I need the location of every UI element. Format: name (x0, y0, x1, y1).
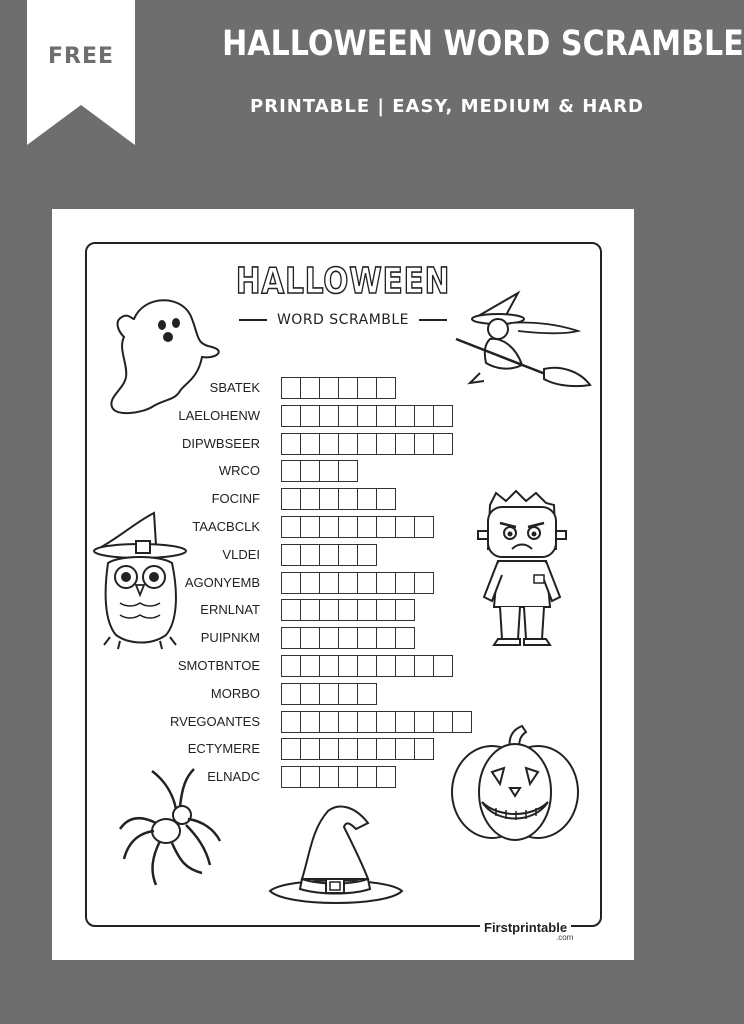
letter-box[interactable] (281, 572, 301, 594)
letter-box[interactable] (338, 516, 358, 538)
letter-box[interactable] (319, 711, 339, 733)
letter-box[interactable] (357, 711, 377, 733)
letter-box[interactable] (338, 711, 358, 733)
letter-box[interactable] (395, 711, 415, 733)
scramble-row (52, 460, 634, 482)
letter-box[interactable] (414, 738, 434, 760)
banner-subtitle: PRINTABLE | EASY, MEDIUM & HARD (250, 96, 644, 117)
letter-box[interactable] (281, 738, 301, 760)
brand-logo: Firstprintable (480, 920, 571, 935)
letter-box[interactable] (281, 433, 301, 455)
letter-box[interactable] (281, 488, 301, 510)
answer-boxes (281, 572, 433, 594)
answer-boxes (281, 655, 452, 677)
letter-box[interactable] (357, 488, 377, 510)
letter-box[interactable] (357, 738, 377, 760)
letter-box[interactable] (281, 516, 301, 538)
scramble-row (52, 683, 634, 705)
letter-box[interactable] (300, 377, 320, 399)
letter-box[interactable] (357, 572, 377, 594)
witch-icon (440, 283, 595, 403)
scrambled-word: DIPWBSEER (181, 435, 260, 451)
letter-box[interactable] (338, 544, 358, 566)
letter-box[interactable] (281, 405, 301, 427)
letter-box[interactable] (300, 655, 320, 677)
answer-boxes (281, 711, 471, 733)
witch-hat-icon (266, 803, 406, 915)
letter-box[interactable] (319, 683, 339, 705)
answer-boxes (281, 544, 376, 566)
letter-box[interactable] (300, 405, 320, 427)
answer-boxes (281, 627, 414, 649)
letter-box[interactable] (338, 460, 358, 482)
scrambled-word: ELNADC (207, 769, 260, 785)
letter-box[interactable] (376, 405, 396, 427)
letter-box[interactable] (319, 738, 339, 760)
answer-boxes (281, 460, 357, 482)
letter-box[interactable] (319, 377, 339, 399)
letter-box[interactable] (319, 766, 339, 788)
letter-box[interactable] (357, 405, 377, 427)
letter-box[interactable] (281, 683, 301, 705)
scrambled-word: AGONYEMB (184, 574, 260, 590)
letter-box[interactable] (395, 516, 415, 538)
letter-box[interactable] (414, 433, 434, 455)
letter-box[interactable] (376, 433, 396, 455)
scrambled-word: ERNLNAT (200, 602, 260, 618)
answer-boxes (281, 488, 395, 510)
answer-boxes (281, 738, 433, 760)
letter-box[interactable] (357, 433, 377, 455)
answer-boxes (281, 516, 433, 538)
letter-box[interactable] (357, 627, 377, 649)
letter-box[interactable] (338, 377, 358, 399)
letter-box[interactable] (281, 627, 301, 649)
letter-box[interactable] (319, 488, 339, 510)
scrambled-word: SMOTBNTOE (177, 658, 260, 673)
letter-box[interactable] (319, 544, 339, 566)
scrambled-word: RVEGOANTES (169, 713, 260, 729)
letter-box[interactable] (357, 544, 377, 566)
scrambled-word: SBATEK (209, 380, 260, 395)
divider-left (239, 319, 267, 321)
letter-box[interactable] (300, 516, 320, 538)
letter-box[interactable] (357, 377, 377, 399)
letter-box[interactable] (300, 711, 320, 733)
scramble-row (52, 655, 634, 677)
letter-box[interactable] (395, 738, 415, 760)
letter-box[interactable] (319, 627, 339, 649)
scrambled-word: PUIPNKM (200, 630, 260, 646)
letter-box[interactable] (395, 572, 415, 594)
letter-box[interactable] (300, 738, 320, 760)
answer-boxes (281, 599, 414, 621)
letter-box[interactable] (338, 683, 358, 705)
letter-box[interactable] (281, 599, 301, 621)
scrambled-word: MORBO (210, 685, 260, 701)
worksheet-subtitle: WORD SCRAMBLE (276, 312, 410, 328)
letter-box[interactable] (414, 711, 434, 733)
letter-box[interactable] (376, 377, 396, 399)
letter-box[interactable] (414, 405, 434, 427)
letter-box[interactable] (319, 405, 339, 427)
letter-box[interactable] (376, 655, 396, 677)
owl-icon (90, 511, 190, 651)
free-ribbon (27, 0, 135, 145)
banner-title: HALLOWEEN WORD SCRAMBLE (222, 24, 744, 64)
scrambled-word: WRCO (218, 463, 260, 479)
letter-box[interactable] (433, 405, 453, 427)
free-ribbon-label: FREE (47, 44, 115, 69)
letter-box[interactable] (338, 405, 358, 427)
frankenstein-icon (472, 489, 572, 649)
scrambled-word: FOCINF (211, 491, 260, 507)
letter-box[interactable] (338, 572, 358, 594)
letter-box[interactable] (338, 488, 358, 510)
letter-box[interactable] (281, 377, 301, 399)
letter-box[interactable] (376, 488, 396, 510)
letter-box[interactable] (338, 738, 358, 760)
letter-box[interactable] (338, 599, 358, 621)
letter-box[interactable] (395, 627, 415, 649)
letter-box[interactable] (376, 711, 396, 733)
letter-box[interactable] (433, 433, 453, 455)
letter-box[interactable] (414, 516, 434, 538)
letter-box[interactable] (357, 599, 377, 621)
letter-box[interactable] (414, 572, 434, 594)
scrambled-word: VLDEI (222, 546, 260, 562)
letter-box[interactable] (281, 460, 301, 482)
letter-box[interactable] (300, 488, 320, 510)
ghost-icon (104, 289, 224, 419)
letter-box[interactable] (319, 433, 339, 455)
letter-box[interactable] (300, 433, 320, 455)
letter-box[interactable] (357, 655, 377, 677)
letter-box[interactable] (319, 655, 339, 677)
letter-box[interactable] (376, 738, 396, 760)
answer-boxes (281, 766, 395, 788)
answer-boxes (281, 433, 452, 455)
letter-box[interactable] (281, 766, 301, 788)
letter-box[interactable] (433, 655, 453, 677)
letter-box[interactable] (395, 405, 415, 427)
letter-box[interactable] (300, 599, 320, 621)
letter-box[interactable] (338, 655, 358, 677)
answer-boxes (281, 683, 376, 705)
letter-box[interactable] (376, 627, 396, 649)
letter-box[interactable] (395, 599, 415, 621)
letter-box[interactable] (338, 433, 358, 455)
worksheet-page (52, 209, 634, 960)
brand-suffix: .com (556, 933, 574, 942)
scrambled-word: ECTYMERE (187, 741, 260, 757)
pumpkin-icon (448, 724, 583, 844)
letter-box[interactable] (319, 572, 339, 594)
spider-icon (116, 767, 226, 887)
answer-boxes (281, 405, 452, 427)
scrambled-word: LAELOHENW (178, 407, 260, 423)
letter-box[interactable] (319, 599, 339, 621)
letter-box[interactable] (338, 627, 358, 649)
letter-box[interactable] (300, 544, 320, 566)
letter-box[interactable] (357, 766, 377, 788)
letter-box[interactable] (300, 460, 320, 482)
letter-box[interactable] (281, 544, 301, 566)
letter-box[interactable] (319, 516, 339, 538)
letter-box[interactable] (376, 599, 396, 621)
letter-box[interactable] (300, 683, 320, 705)
answer-boxes (281, 377, 395, 399)
letter-box[interactable] (376, 516, 396, 538)
letter-box[interactable] (414, 655, 434, 677)
letter-box[interactable] (281, 655, 301, 677)
letter-box[interactable] (319, 460, 339, 482)
letter-box[interactable] (376, 766, 396, 788)
letter-box[interactable] (300, 627, 320, 649)
scramble-row (52, 433, 634, 455)
letter-box[interactable] (300, 766, 320, 788)
letter-box[interactable] (357, 683, 377, 705)
letter-box[interactable] (338, 766, 358, 788)
worksheet-title: HALLOWEEN (235, 261, 451, 302)
letter-box[interactable] (357, 516, 377, 538)
letter-box[interactable] (300, 572, 320, 594)
scrambled-word: TAACBCLK (192, 519, 260, 534)
letter-box[interactable] (395, 433, 415, 455)
letter-box[interactable] (281, 711, 301, 733)
letter-box[interactable] (376, 572, 396, 594)
letter-box[interactable] (395, 655, 415, 677)
